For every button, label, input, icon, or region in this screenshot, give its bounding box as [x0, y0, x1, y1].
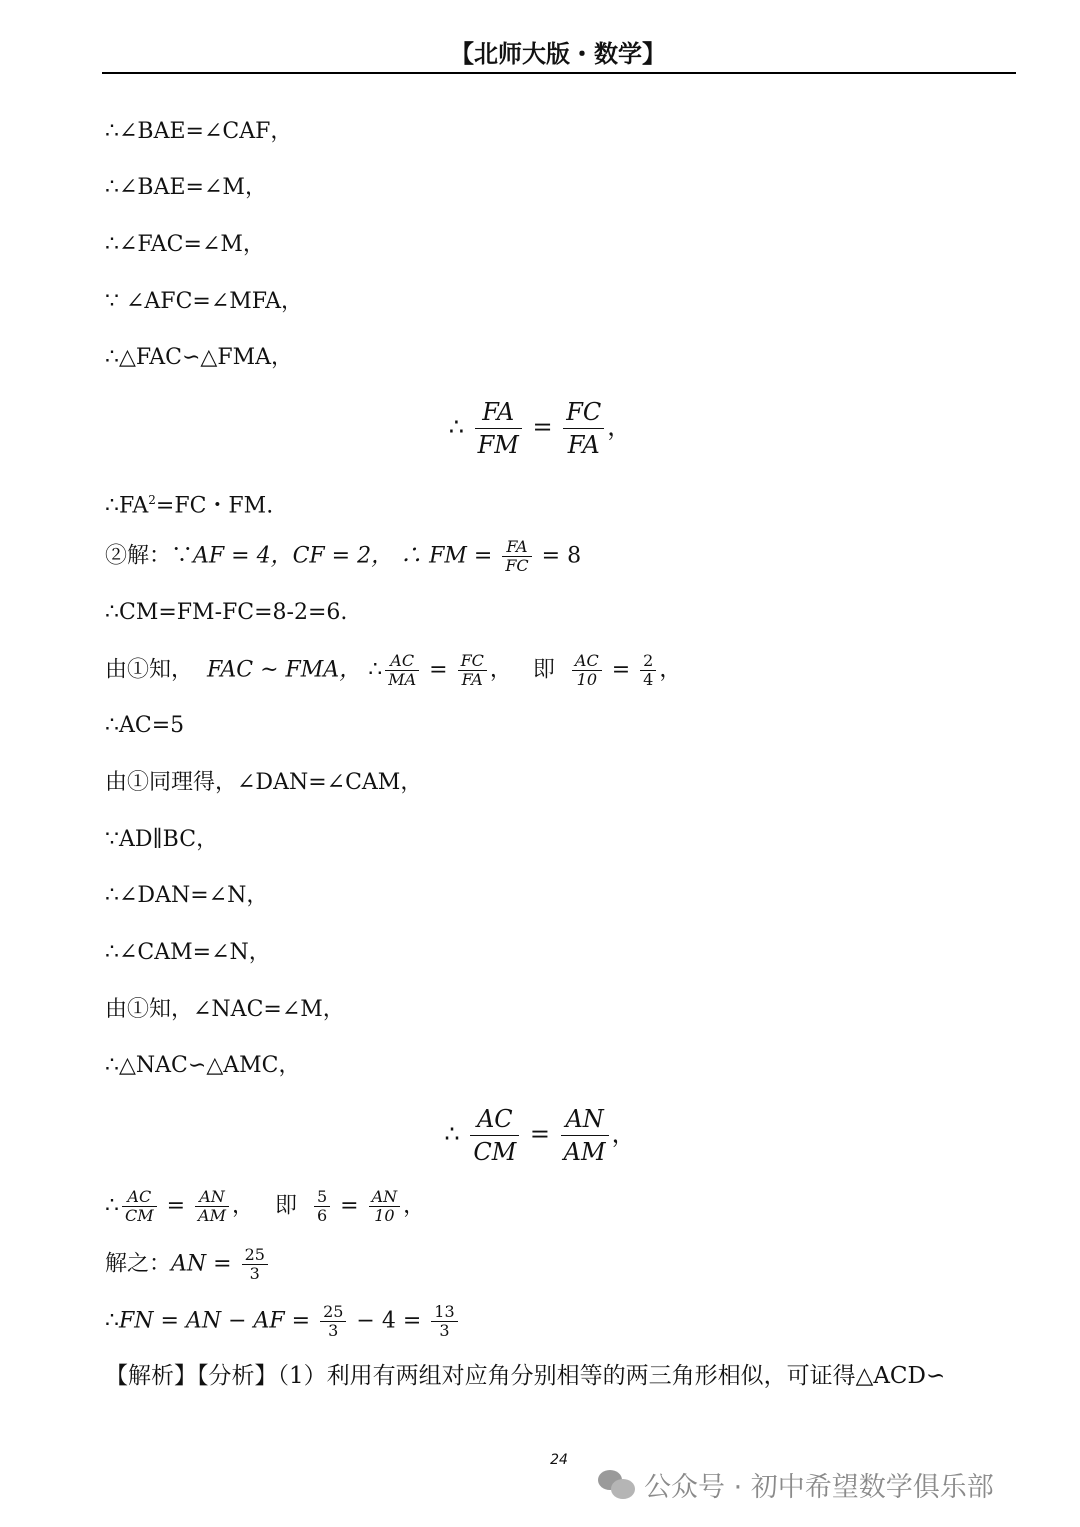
watermark-text: 公众号 · 初中希望数学俱乐部 [644, 1471, 994, 1503]
proof-line-7: $\therefore FA^2=FC$・FM. [105, 493, 274, 519]
proof-line-12: 由①同理得，∠DAN=∠CAM， [105, 770, 423, 795]
proof-line-15: ∴∠CAM=∠N， [105, 940, 271, 965]
fraction: $\frac{FA}{FC}$ [502, 538, 531, 575]
proof-line-16: 由①知，∠NAC=∠M， [105, 997, 345, 1022]
proof-line-3: ∴∠FAC=∠M， [105, 232, 265, 257]
proof-line-8: ②解：∵AF = 4，CF = 2， ∴ FM = $\frac{FA}{FC}$ = 8 [105, 537, 582, 575]
header-divider [102, 72, 1016, 74]
proof-line-9: ∴CM=FM-FC=8-2=6. [105, 600, 348, 625]
fraction: $\frac{AC}{MA}$ [385, 652, 419, 689]
wechat-icon [598, 1468, 636, 1500]
fraction: $\frac{AN}{AM}$ [195, 1188, 229, 1225]
proof-line-20: 解之：AN = $\frac{25}{3}$ [105, 1246, 271, 1283]
proof-line-19: ∴ $\frac{AC}{CM}$ = $\frac{AN}{AM}$ ， 即 $\frac{5}{6}$ = $\frac{AN}{10}$ ， [105, 1187, 426, 1225]
header-title: 【北师大版・数学】 [450, 40, 666, 68]
fraction: $\frac{2}{4}$ [640, 652, 656, 689]
fraction: $\frac{AC}{CM}$ [122, 1188, 157, 1225]
proof-line-14: ∴∠DAN=∠N， [105, 883, 269, 908]
proof-line-11: ∴AC=5 [105, 713, 185, 738]
proof-line-2: ∴∠BAE=∠M， [105, 175, 267, 200]
equation-ac-cm: ∴ $\frac{AC}{CM}$ = $\frac{AN}{AM}$ ， [444, 1105, 636, 1166]
proof-line-10: 由①知， FAC ~ FMA， ∴ $\frac{AC}{MA}$ = $\frac{FC}{FA}$ ， 即 $\frac{AC}{10}$ = $\frac{2}{4}$ ， [105, 651, 682, 689]
fraction: $\frac{AN}{10}$ [369, 1188, 401, 1225]
fraction: $\frac{AN}{AM}$ [561, 1103, 609, 1168]
fraction: $\frac{13}{3}$ [431, 1303, 457, 1340]
analysis-line: 【解析】【分析】（1）利用有两组对应角分别相等的两三角形相似，可证得△ACD∽ [105, 1363, 946, 1389]
fraction: $\frac{25}{3}$ [320, 1303, 346, 1340]
proof-line-4: ∵ ∠AFC=∠MFA， [105, 289, 304, 314]
proof-line-17: ∴△NAC∽△AMC， [105, 1053, 301, 1078]
page-number: 24 [550, 1452, 568, 1468]
fraction: $\frac{5}{6}$ [314, 1188, 330, 1225]
proof-line-5: ∴△FAC∽△FMA， [105, 345, 294, 370]
proof-line-21: ∴FN = AN − AF = $\frac{25}{3}$ − 4 = $\frac{13}{3}$ [105, 1303, 461, 1340]
fraction: $\frac{AC}{CM}$ [470, 1103, 519, 1168]
equation-fa-fm: ∴ $\frac{FA}{FM}$ = $\frac{FC}{FA}$ ， [448, 398, 632, 459]
fraction: $\frac{AC}{10}$ [572, 652, 602, 689]
fraction: $\frac{FC}{FA}$ [563, 396, 604, 461]
proof-line-1: ∴∠BAE=∠CAF， [105, 119, 293, 144]
fraction: $\frac{FC}{FA}$ [458, 652, 487, 689]
proof-line-13: ∵AD∥BC， [105, 827, 219, 852]
watermark [598, 1462, 994, 1506]
fraction: $\frac{FA}{FM}$ [475, 396, 522, 461]
fraction: $\frac{25}{3}$ [242, 1246, 268, 1283]
